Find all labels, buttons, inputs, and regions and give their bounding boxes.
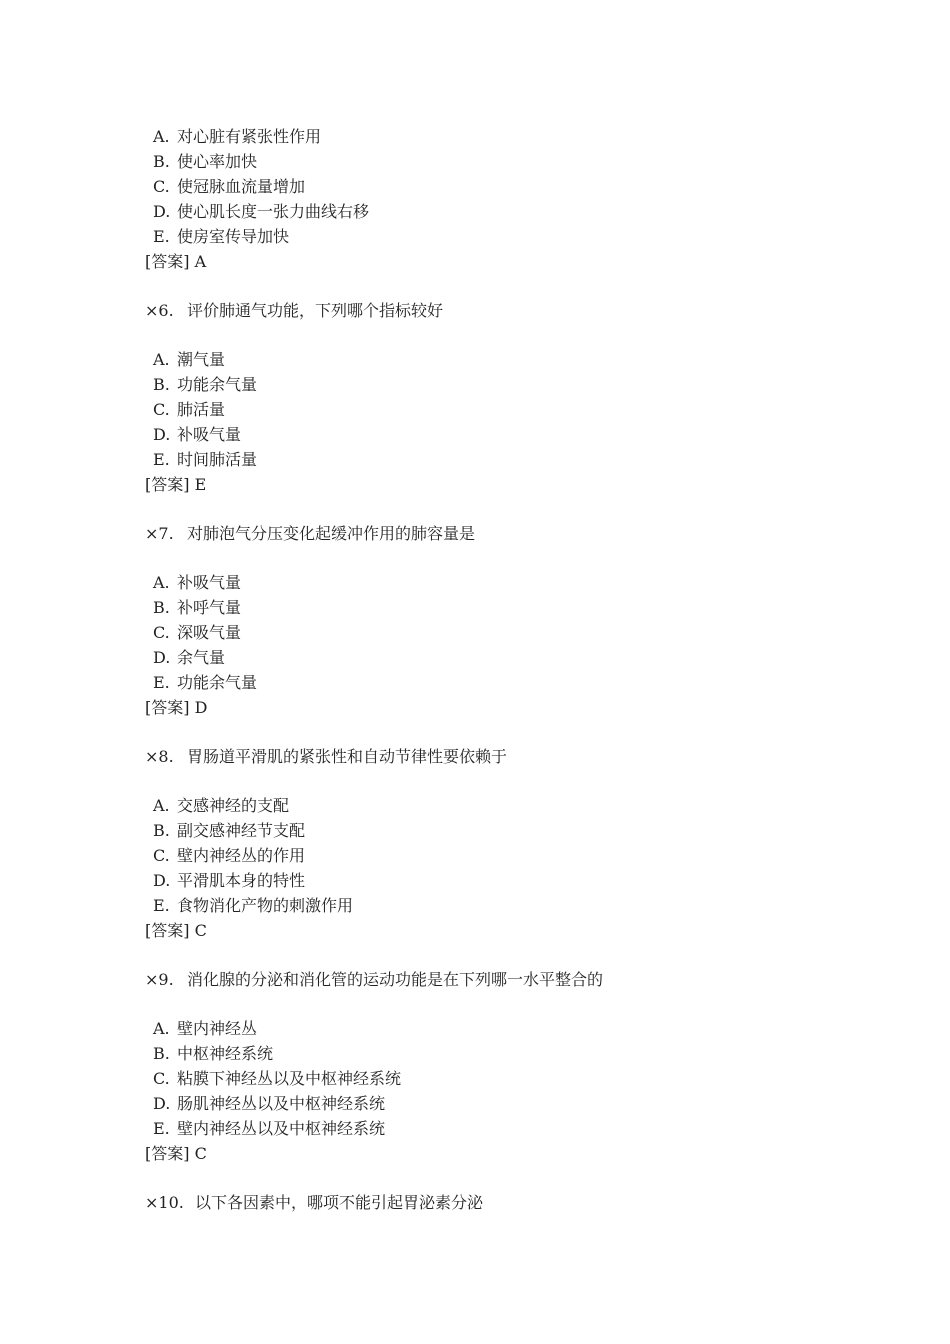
option-d: D. 余气量 [153,648,226,667]
option-e: E. 壁内神经丛以及中枢神经系统 [153,1119,386,1138]
option-c: C. 肺活量 [153,400,226,419]
question-block-7 [145,521,845,720]
question-number: ×9. [145,970,174,989]
question-stem [145,1190,845,1215]
option-c: C. 深吸气量 [153,623,242,642]
option-d: D. 使心肌长度一张力曲线右移 [153,202,370,221]
option-b: B. 使心率加快 [153,152,258,171]
question-number: ×10. [145,1193,184,1212]
answer: [答案] A [145,252,207,271]
question-block-9 [145,967,845,1166]
question-number: ×8. [145,747,174,766]
option-a: A. 对心脏有紧张性作用 [153,127,322,146]
option-e: E. 使房室传导加快 [153,227,290,246]
question-text: 评价肺通气功能，下列哪个指标较好 [187,301,444,320]
answer: [答案] C [145,921,207,940]
option-e: E. 食物消化产物的刺激作用 [153,896,354,915]
answer: [答案] D [145,698,208,717]
question-stem [145,521,845,546]
option-b: B. 补呼气量 [153,598,242,617]
question-text: 对肺泡气分压变化起缓冲作用的肺容量是 [187,524,476,543]
option-c: C. 粘膜下神经丛以及中枢神经系统 [153,1069,402,1088]
option-a: A. 补吸气量 [153,573,242,592]
question-block-6 [145,298,845,497]
question-stem [145,967,845,992]
option-a: A. 壁内神经丛 [153,1019,258,1038]
answer: [答案] E [145,475,207,494]
option-a: A. 潮气量 [153,350,226,369]
question-list [145,124,845,1215]
option-c: C. 壁内神经丛的作用 [153,846,306,865]
question-stem [145,744,845,769]
answer: [答案] C [145,1144,207,1163]
option-a: A. 交感神经的支配 [153,796,290,815]
option-c: C. 使冠脉血流量增加 [153,177,306,196]
option-d: D. 补吸气量 [153,425,242,444]
question-text: 胃肠道平滑肌的紧张性和自动节律性要依赖于 [187,747,508,766]
question-text: 消化腺的分泌和消化管的运动功能是在下列哪一水平整合的 [187,970,604,989]
question-text: 以下各因素中，哪项不能引起胃泌素分泌 [195,1193,484,1212]
option-b: B. 中枢神经系统 [153,1044,274,1063]
question-block-10 [145,1190,845,1215]
question-block-8 [145,744,845,943]
question-number: ×7. [145,524,174,543]
option-d: D. 平滑肌本身的特性 [153,871,306,890]
question-block-5 [145,124,845,274]
option-e: E. 时间肺活量 [153,450,258,469]
question-number: ×6. [145,301,174,320]
question-stem [145,298,845,323]
option-e: E. 功能余气量 [153,673,258,692]
option-b: B. 功能余气量 [153,375,258,394]
option-b: B. 副交感神经节支配 [153,821,306,840]
option-d: D. 肠肌神经丛以及中枢神经系统 [153,1094,386,1113]
